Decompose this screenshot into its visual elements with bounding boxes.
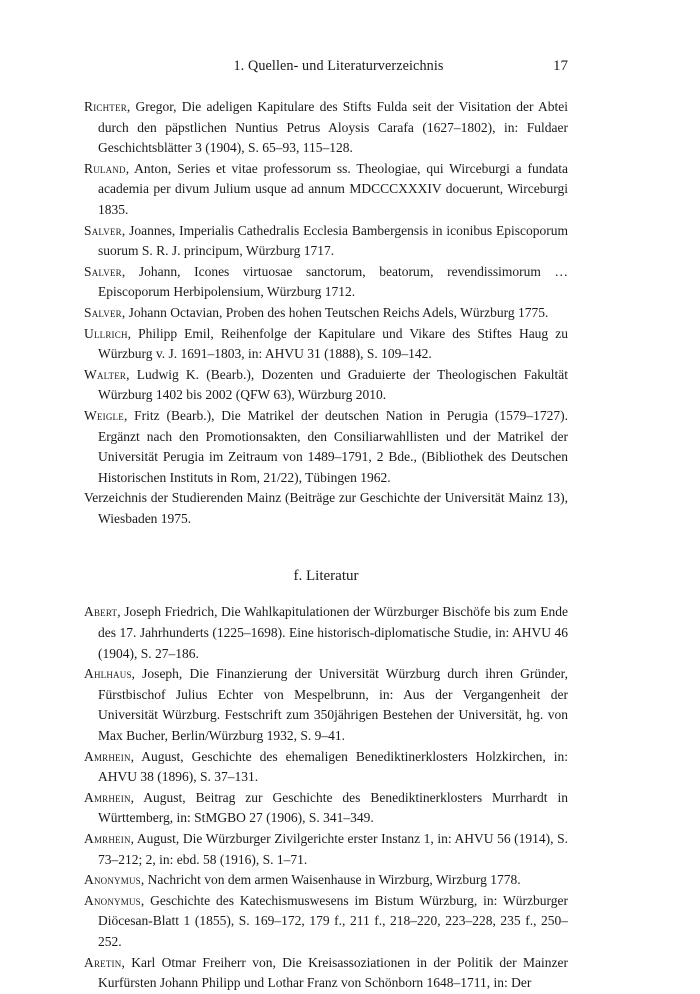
entry-text: , Anton, Series et vitae professorum ss. Theologiae, qui Wirceburgi a fundata academia per divum Julium usque ad annum MDCCCXXXIV docuerunt, Wirceburgi 1835. <box>98 160 568 217</box>
entry-author: Salver <box>84 304 122 320</box>
entry-text: , Johann Octavian, Proben des hohen Teutschen Reichs Adels, Würzburg 1775. <box>121 304 549 320</box>
section-heading: f. Literatur <box>293 568 359 585</box>
entry-text: , Geschichte des Katechismuswesens im Bistum Würzburg, in: Würzburger Diöcesan-Blatt 1 (1855), S. 169–172, 179 f., 211 f., 218–220, 223–228, 235 f., 250–252. <box>98 892 568 949</box>
literature-list <box>84 602 568 993</box>
entry-text: , Joannes, Imperialis Cathedralis Ecclesia Bambergensis in iconibus Episcoporum suorum S. R. J. principum, Würzburg 1717. <box>98 222 568 259</box>
entry-text: Verzeichnis der Studierenden Mainz (Beiträge zur Geschichte der Universität Mainz 13), Wiesbaden 1975. <box>84 490 568 526</box>
entry-text: , Karl Otmar Freiherr von, Die Kreisassoziationen in der Politik der Mainzer Kurfürsten Johann Philipp und Lothar Franz von Schönborn 1648–1711, in: Der <box>98 954 568 991</box>
entry-author: Abert <box>84 604 118 620</box>
entry-author: Amrhein <box>84 789 131 805</box>
bibliography-entry <box>84 891 568 953</box>
entry-author: Ahlhaus <box>84 666 132 682</box>
bibliography-entry <box>84 365 568 406</box>
entry-author: Walter <box>84 366 127 382</box>
entry-author: Ruland <box>84 160 126 176</box>
entry-author: Anonymus <box>84 872 141 888</box>
entry-text: , August, Die Würzburger Zivilgerichte erster Instanz 1, in: AHVU 56 (1914), S. 73–212; 2, in: ebd. 58 (1916), S. 1–71. <box>98 831 568 867</box>
entry-author: Salver <box>84 222 122 238</box>
entry-author: Richter <box>84 99 127 114</box>
page-number: 17 <box>553 58 568 74</box>
bibliography-entry <box>84 602 568 664</box>
bibliography-entry <box>84 406 568 488</box>
bibliography-entry <box>84 870 568 891</box>
bibliography-entry <box>84 829 568 870</box>
bibliography-entry <box>84 303 568 324</box>
entry-text: , Philipp Emil, Reihenfolge der Kapitulare und Vikare des Stiftes Haug zu Würzburg v. J. 1691–1803, in: AHVU 31 (1888), S. 109–142. <box>98 325 568 362</box>
entry-author: Aretin <box>84 954 122 970</box>
bibliography-entry <box>84 664 568 746</box>
entry-author: Ullrich <box>84 325 128 341</box>
bibliography-entry <box>84 159 568 221</box>
bibliography-entry <box>84 262 568 303</box>
entry-text: , Nachricht von dem armen Waisenhause in Wirzburg, Wirzburg 1778. <box>140 872 521 888</box>
sources-list <box>84 97 568 529</box>
bibliography-entry <box>84 221 568 262</box>
running-title: 1. Quellen- und Literaturverzeichnis <box>233 58 444 74</box>
running-header <box>84 58 568 80</box>
entry-text: , Joseph Friedrich, Die Wahlkapitulationen der Würzburger Bischöfe bis zum Ende des 17. Jahrhunderts (1225–1698). Eine historisch-diplomatische Studie, in: AHVU 46 (1904), S. 27–186. <box>98 604 568 661</box>
entry-text: , Fritz (Bearb.), Die Matrikel der deutschen Nation in Perugia (1579–1727). Ergänzt nach den Promotionsakten, den Consiliarwahllisten und der Matrikel der Universität Perugia im Zeitraum von 1489–1791, 2 Bde., (Bibliothek des Deutschen Historischen Instituts in Rom, 21/22), Tübingen 1962. <box>98 407 568 485</box>
entry-text: , August, Geschichte des ehemaligen Benediktinerklosters Holzkirchen, in: AHVU 38 (1896), S. 37–131. <box>98 748 568 785</box>
entry-author: Amrhein <box>84 831 131 846</box>
page <box>84 58 568 994</box>
entry-author: Anonymus <box>84 892 141 908</box>
bibliography-entry <box>84 324 568 365</box>
bibliography-entry <box>84 97 568 159</box>
entry-text: , Johann, Icones virtuosae sanctorum, beatorum, revendissimorum … Episcoporum Herbipolensium, Würzburg 1712. <box>98 263 568 300</box>
entry-author: Amrhein <box>84 748 131 764</box>
bibliography-entry <box>84 488 568 529</box>
entry-text: , August, Beitrag zur Geschichte des Benediktinerklosters Murrhardt in Württemberg, in: StMGBO 27 (1906), S. 341–349. <box>98 789 568 826</box>
entry-text: , Gregor, Die adeligen Kapitulare des Stifts Fulda seit der Visitation der Abtei durch den päpstlichen Nuntius Petrus Aloysis Carafa (1627–1802), in: Fuldaer Geschichtsblätter 3 (1904), S. 65–93, 115–128. <box>98 99 568 156</box>
entry-text: , Ludwig K. (Bearb.), Dozenten und Graduierte der Theologischen Fakultät Würzburg 1402 bis 2002 (QFW 63), Würzburg 2010. <box>98 366 568 403</box>
bibliography-entry <box>84 747 568 788</box>
entry-author: Salver <box>84 263 122 279</box>
entry-author: Weigle <box>84 407 124 423</box>
bibliography-entry <box>84 788 568 829</box>
entry-text: , Joseph, Die Finanzierung der Universität Würzburg durch ihren Gründer, Fürstbischof Julius Echter von Mespelbrunn, in: Aus der Vergangenheit der Universität Würzburg. Festschrift zum 350jährigen Bestehen der Universität, hg. von Max Bucher, Berlin/Würzburg 1932, S. 9–41. <box>98 666 568 744</box>
